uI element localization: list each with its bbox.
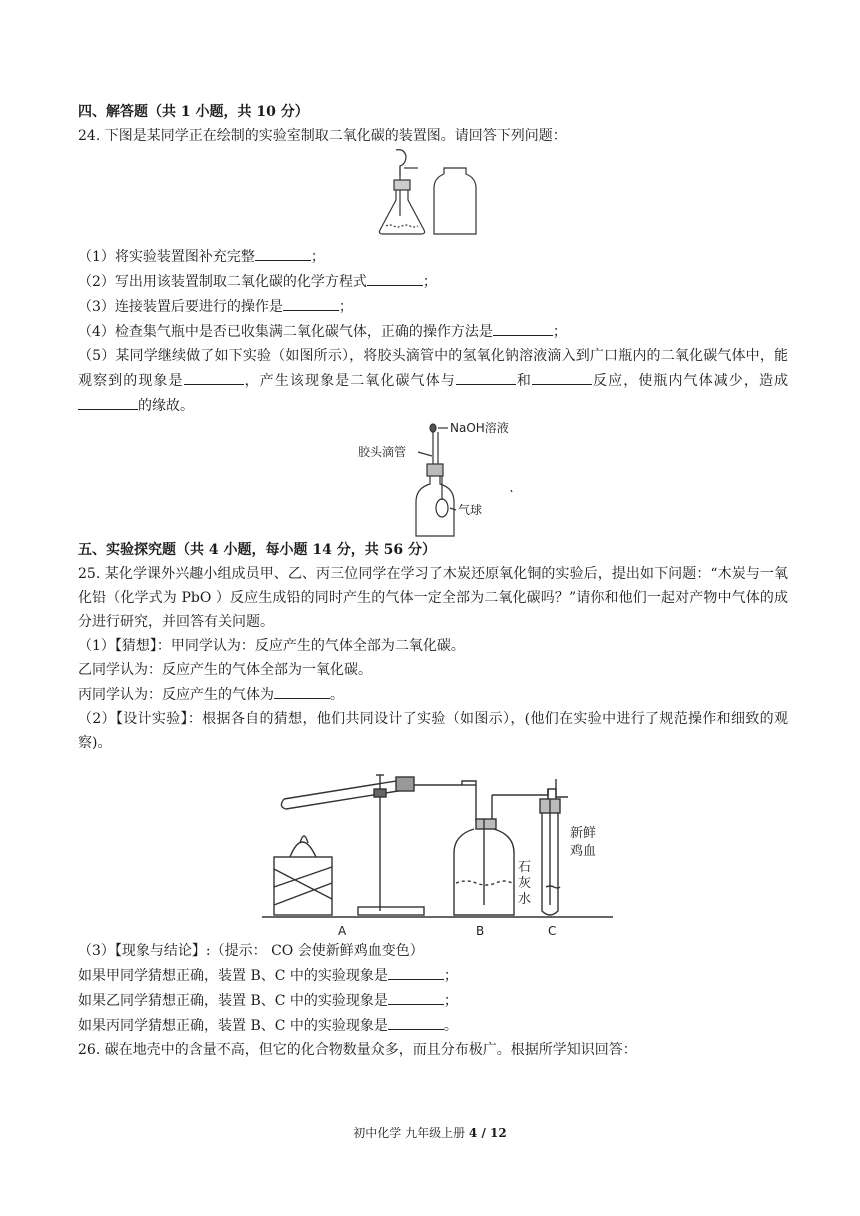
- dropper-label: 胶头滴管: [358, 445, 407, 459]
- answer-blank[interactable]: [367, 269, 423, 286]
- page-footer: [0, 1124, 860, 1141]
- co2-apparatus-figure: [78, 148, 788, 244]
- question-24-part-4: （4）检查集气瓶中是否已收集满二氧化碳气体，正确的操作方法是 ；: [78, 319, 788, 344]
- page-number: 4 / 12: [468, 1126, 507, 1140]
- answer-blank[interactable]: [255, 244, 311, 261]
- question-25-result-c: 如果丙同学猜想正确，装置 B、C 中的实验现象是 。: [78, 1013, 788, 1038]
- question-25-result-b: 如果乙同学猜想正确，装置 B、C 中的实验现象是 ；: [78, 988, 788, 1013]
- lime-water-label-char-1: 石: [518, 860, 532, 875]
- co2-apparatus-drawing: [78, 148, 788, 244]
- question-25-result-header: （3）【现象与结论】:（提示： CO 会使新鲜鸡血变色）: [78, 943, 424, 959]
- question-25-guess-1: （1）【猜想】：甲同学认为：反应产生的气体全部为二氧化碳。: [78, 638, 465, 654]
- naoh-dropper-figure: [78, 418, 788, 538]
- answer-blank[interactable]: [493, 319, 553, 336]
- question-25-stem: 25. 某化学课外兴趣小组成员甲、乙、丙三位同学在学习了木炭还原氧化铜的实验后，提出如下问题：“木炭与一氧化铅（化学式为 PbO ）反应生成铅的同时产生的气体一定全部为二氧化碳吗？”请你和他们一起对产物中气体的成分进行研究，并回答有关问题。: [78, 566, 788, 630]
- question-25-guess-2: 乙同学认为：反应产生的气体全部为一氧化碳。: [78, 662, 372, 678]
- section-4-title: 四、解答题（共 1 小题，共 10 分）: [78, 104, 309, 120]
- apparatus-label-b: B: [476, 924, 485, 938]
- question-25-guess-3: 丙同学认为：反应产生的气体为 。: [78, 682, 788, 707]
- answer-blank[interactable]: [184, 368, 244, 385]
- lime-water-label: [518, 860, 535, 907]
- naoh-dropper-drawing: [78, 418, 788, 538]
- lime-water-label-char-3: 水: [518, 892, 532, 907]
- pbo-reduction-figure: [78, 755, 788, 939]
- footer-course-label: 初中化学 九年级上册: [353, 1126, 469, 1140]
- pbo-reduction-drawing: [78, 755, 788, 939]
- question-24-part-3: （3）连接装置后要进行的操作是 ；: [78, 294, 788, 319]
- answer-blank[interactable]: [456, 368, 516, 385]
- fresh-blood-label-line-2: 鸡血: [570, 844, 597, 859]
- balloon-label: 气球: [458, 503, 483, 517]
- lime-water-label-char-2: 灰: [518, 876, 532, 891]
- exam-page: [78, 100, 788, 1062]
- apparatus-label-c: C: [548, 924, 557, 938]
- fresh-blood-label-line-1: 新鲜: [570, 826, 597, 841]
- answer-blank[interactable]: [388, 1013, 444, 1030]
- naoh-solution-label: NaOH溶液: [450, 421, 509, 435]
- question-24-stem: 24. 下图是某同学正在绘制的实验室制取二氧化碳的装置图。请回答下列问题：: [78, 128, 567, 144]
- answer-blank[interactable]: [283, 294, 339, 311]
- apparatus-label-a: A: [338, 924, 347, 938]
- answer-blank[interactable]: [388, 988, 444, 1005]
- answer-blank[interactable]: [532, 368, 592, 385]
- answer-blank[interactable]: [78, 393, 138, 410]
- fresh-blood-label: [570, 826, 600, 859]
- question-24-part-2: （2）写出用该装置制取二氧化碳的化学方程式 ；: [78, 269, 788, 294]
- question-26-stem: 26. 碳在地壳中的含量不高，但它的化合物数量众多，而且分布极广。根据所学知识回答：: [78, 1042, 637, 1058]
- answer-blank[interactable]: [274, 682, 330, 699]
- question-24-part-1: （1）将实验装置图补充完整 ；: [78, 244, 788, 269]
- question-25-design: （2）【设计实验】：根据各自的猜想，他们共同设计了实验（如图示），(他们在实验中进行了规范操作和细致的观察)。: [78, 711, 788, 751]
- section-5-title: 五、实验探究题（共 4 小题，每小题 14 分，共 56 分）: [78, 542, 436, 558]
- question-24-part-5: （5）某同学继续做了如下实验（如图所示），将胶头滴管中的氢氧化钠溶液滴入到广口瓶内的二氧化碳气体中，能观察到的现象是 ，产生该现象是二氧化碳气体与 和 反应，使瓶内气体减少，造成的缘故。: [78, 348, 789, 414]
- answer-blank[interactable]: [388, 963, 444, 980]
- question-25-result-a: 如果甲同学猜想正确，装置 B、C 中的实验现象是 ；: [78, 963, 788, 988]
